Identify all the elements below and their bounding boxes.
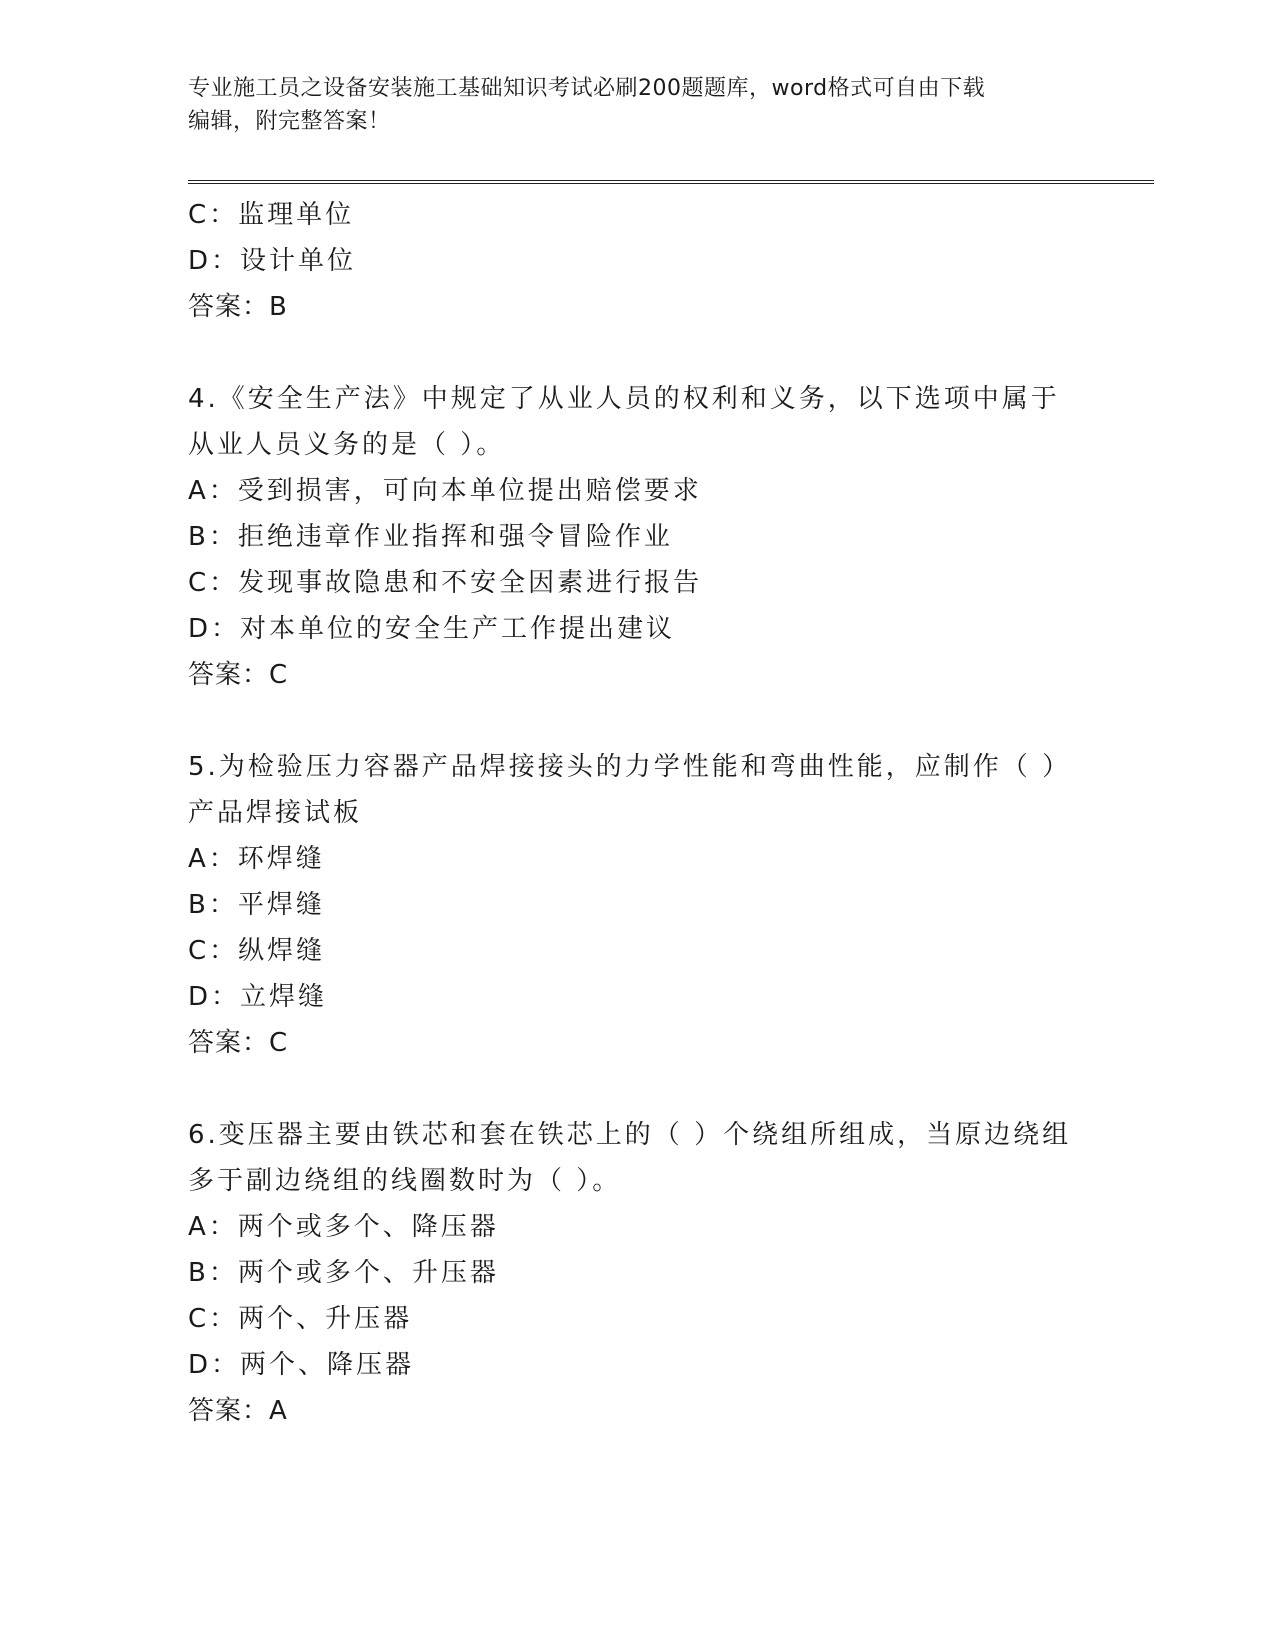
- answer-line: 答案：C: [188, 660, 289, 690]
- answer-line: 答案：B: [188, 292, 288, 322]
- question-block-4: [188, 376, 1108, 698]
- option-a: A：两个或多个、降压器: [188, 1212, 499, 1242]
- spacer: [188, 1066, 1108, 1112]
- header-double-rule: [188, 180, 1154, 184]
- option-d: D：两个、降压器: [188, 1350, 415, 1380]
- option-a: A：环焊缝: [188, 844, 325, 874]
- question-text-line-2: 多于副边绕组的线圈数时为（ ）。: [188, 1166, 622, 1196]
- page-header: [188, 72, 1068, 138]
- question-text-line-2: 从业人员义务的是（ ）。: [188, 430, 506, 460]
- question-text-line-2: 产品焊接试板: [188, 798, 363, 828]
- option-c: C：纵焊缝: [188, 936, 326, 966]
- option-d: D：立焊缝: [188, 982, 328, 1012]
- option-b: B：拒绝违章作业指挥和强令冒险作业: [188, 522, 673, 552]
- question-block-6: [188, 1112, 1108, 1434]
- option-c: C：发现事故隐患和不安全因素进行报告: [188, 568, 703, 598]
- header-line-1: 专业施工员之设备安装施工基础知识考试必刷200题题库，word格式可自由下载: [188, 76, 986, 101]
- option-d: D：设计单位: [188, 246, 357, 276]
- spacer: [188, 698, 1108, 744]
- answer-line: 答案：C: [188, 1028, 289, 1058]
- option-b: B：平焊缝: [188, 890, 325, 920]
- question-block-5: [188, 744, 1108, 1066]
- question-text-line-1: 6.变压器主要由铁芯和套在铁芯上的（ ）个绕组所组成，当原边绕组: [188, 1120, 1072, 1150]
- question-text-line-1: 4.《安全生产法》中规定了从业人员的权利和义务，以下选项中属于: [188, 384, 1060, 414]
- option-b: B：两个或多个、升压器: [188, 1258, 499, 1288]
- option-a: A：受到损害，可向本单位提出赔偿要求: [188, 476, 702, 506]
- spacer: [188, 330, 1108, 376]
- question-block-3-tail: [188, 192, 1108, 330]
- question-content: [188, 192, 1108, 1434]
- option-c: C：监理单位: [188, 200, 355, 230]
- answer-line: 答案：A: [188, 1396, 288, 1426]
- question-text-line-1: 5.为检验压力容器产品焊接接头的力学性能和弯曲性能，应制作（ ）: [188, 752, 1072, 782]
- header-line-2: 编辑，附完整答案！: [188, 109, 391, 134]
- option-c: C：两个、升压器: [188, 1304, 413, 1334]
- option-d: D：对本单位的安全生产工作提出建议: [188, 614, 676, 644]
